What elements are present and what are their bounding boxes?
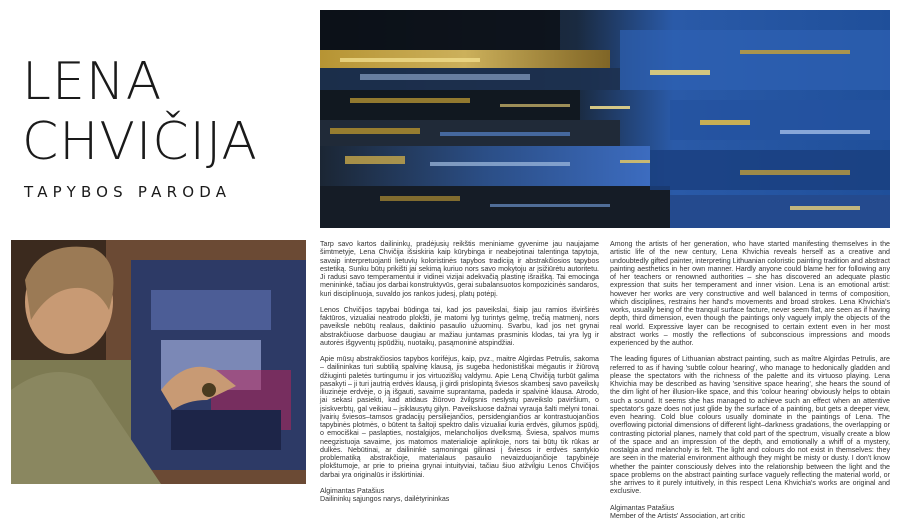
en-author-role: Member of the Artists' Association, art critic [610,512,890,520]
lt-signature [320,487,599,504]
lithuanian-text-column [320,240,599,503]
en-author-name: Algimantas Patašius [610,504,890,512]
artist-name [22,52,258,172]
en-paragraph-2: The leading figures of Lithuanian abstract painting, such as maître Algirdas Petrulis, are referred to as if having 'subtle colour hearing', who manage to hedonically gladden and please the spectators with the richness of the palette and its virtuoso playing. Lena Khvichia may be described as having 'sensitive space hearing', she hears the sound of the dim light of her illusion-like space, and this 'colour hearing' obviously helps to obtain such a sound. It seems she has managed to achieve such an effect when an attentive spectator's gaze does not just glide by the surface of a painting, but gets a deeper view, even hearing. Cold blue colours usually dominate in the paintings of Lena. The overflowing pictorial dimensions of different light–darkness gradations, the overlapping or contrasting pictorial planes, namely that cold part of the spectrum, visually create a blow of the space and an impression of the depth, and emotionally a whiff of a mystery, nostalgia and melancholy is felt. The light and colours do not exist in themselves: they are seen in the material environment although they might be misty or dusty. I don't know whether the painter consciously delves into the relationship between the light and the space problems on the abstract painting surface vaguely reflecting the material world, or she arrives to it purely intuitively, in this respect Lena Khvichia's works are original and exclusive. [610,355,890,495]
lt-paragraph-2: Lenos Chvičijos tapybai būdinga tai, kad jos paveikslai, šiaip jau ramios išvirširės faktūros, vizualiai neatrodo plokšti, jie matomi lyg turintys gelmę, trečią matmenį, nors paveiksle nebūtų realaus, daiktinio pasaulio užuominų. Svarbu, kad jos net grynai abstrakčiuose darbuose daugiau ar mažiau juntamas prasminis klodas, tai yra lyg ir autorės išgyventų įspūdžių, nuotaikų, pasąmoninė atspindžiai. [320,306,599,347]
exhibition-subtitle: TAPYBOS PARODA [24,183,231,201]
artist-first-name: LENA [22,52,258,112]
lt-paragraph-1: Tarp savo kartos dailininkų, pradėjusių reikštis meniniame gyvenime jau naujajame šimtmetyje, Lena Chvičija išsiskiria kaip kūrybinga ir neabejotinai talentinga tapytoja, savaip interpretuojanti lietuvių koloristinės tapybos tradiciją ir abstrakčiosios tapybos estetiką. Sunku būtų prikišti jai sekimą kuriuo nors savo mokytoju ar įsižiūrėtu autoritetu. Ji radusi savo temperamentui ir vidinei vizijai adekvačią plastinę išraišką. Tai emocinga menininkė, tačiau jos darbai konstruktyvūs, gerai subalansuotos kompozicinės sandaros, kuri disciplinuoja, suvaldo jos rankos judesį, platų potėpį. [320,240,599,298]
en-paragraph-1: Among the artists of her generation, who have started manifesting themselves in the artistic life of the new century, Lena Khvichia reveals herself as a creative and undoubtedly gifted painter, interpreting Lithuanian coloristic painting tradition and abstract painting aesthetics in her own manner. Hardly anyone could blame her for following any of her teachers or renowned authorities – she has discovered an adequate plastic expression that suits her temperament and inner vision. Lena is an emotional artist: however her works are very constructive and well balanced in terms of composition, which disciplines, restrains her hand's movements and broad strokes. Lena Khvichia's works, usually being of the tranquil surface facture, never seem flat, are seen as if having depth, third dimension, even though the paintings only vaguely imply the objects of the real world. Expressive layer can be recognised to certain extent even in her most abstract works – mostly the reflections of subconscious impressions and moods experienced by the author. [610,240,890,347]
artist-photo [11,240,306,484]
english-text-column [610,240,890,520]
artist-last-name: CHVIČIJA [22,112,258,172]
abstract-painting-image [320,10,890,228]
en-signature [610,504,890,520]
lt-author-name: Algimantas Patašius [320,487,599,495]
lt-paragraph-3: Apie mūsų abstrakčiosios tapybos korifėjus, kaip, pvz., maitre Algirdas Petrulis, sakoma – dailininkas turi subtilią spalvinę klausą, jis sugeba hedonistiškai mėgautis ir žiūrovą džiuginti paletės turtingumu ir jos virtuoziškų valdymu. Apie Leną Chvičiją turbūt galima pasakyti – ji turi jautrią erdvės klausą, ji girdi prislopintą šviesos skambesį savo paveikslų iliuzinėje erdvėje, o ją išgauti, savaime suprantama, padeda ir spalvinė klausa. Atrodo, jai sekasi pasiekti, kad atidaus žiūrovo žvilgsnis neslystų paveikslo paviršium, o įsiskverbtų, gal veikiau – įsiklausytų gilyn. Paveiksluose dažnai vyrauja šalti mėlyni tonai. Įvairių šviesos–tamsos gradacijų persiliejančios, persidengiančios ar kontrastuojančios tapybinės plotmės, o būtent ta šaltoji spektro dalis vizualiai kuria erdvės, gilumos įspūdį, o emociškai – paslapties, nostalgijos, melancholijos dvelksmą. Šviesa, spalvos mums neegzistuoja savaime, jos matomos materialioje aplinkoje, nors tai būtų tik rūkas ar dulkės. Nebūtinai, ar dailininkė sąmoningai gilinasi į šviesos ir erdvės santykio problematiką abstrakčioje, materialaus pasaulio nevaizduojančioje tapybinėje plokštumoje, ar prie to prieina grynai intuityviai, tačiau šiuo atžvilgiu Lenos Chvičijos darbai yra originalūs ir išskirtiniai. [320,355,599,479]
lt-author-role: Dailininkų sąjungos narys, dailėtyrininkas [320,495,599,503]
